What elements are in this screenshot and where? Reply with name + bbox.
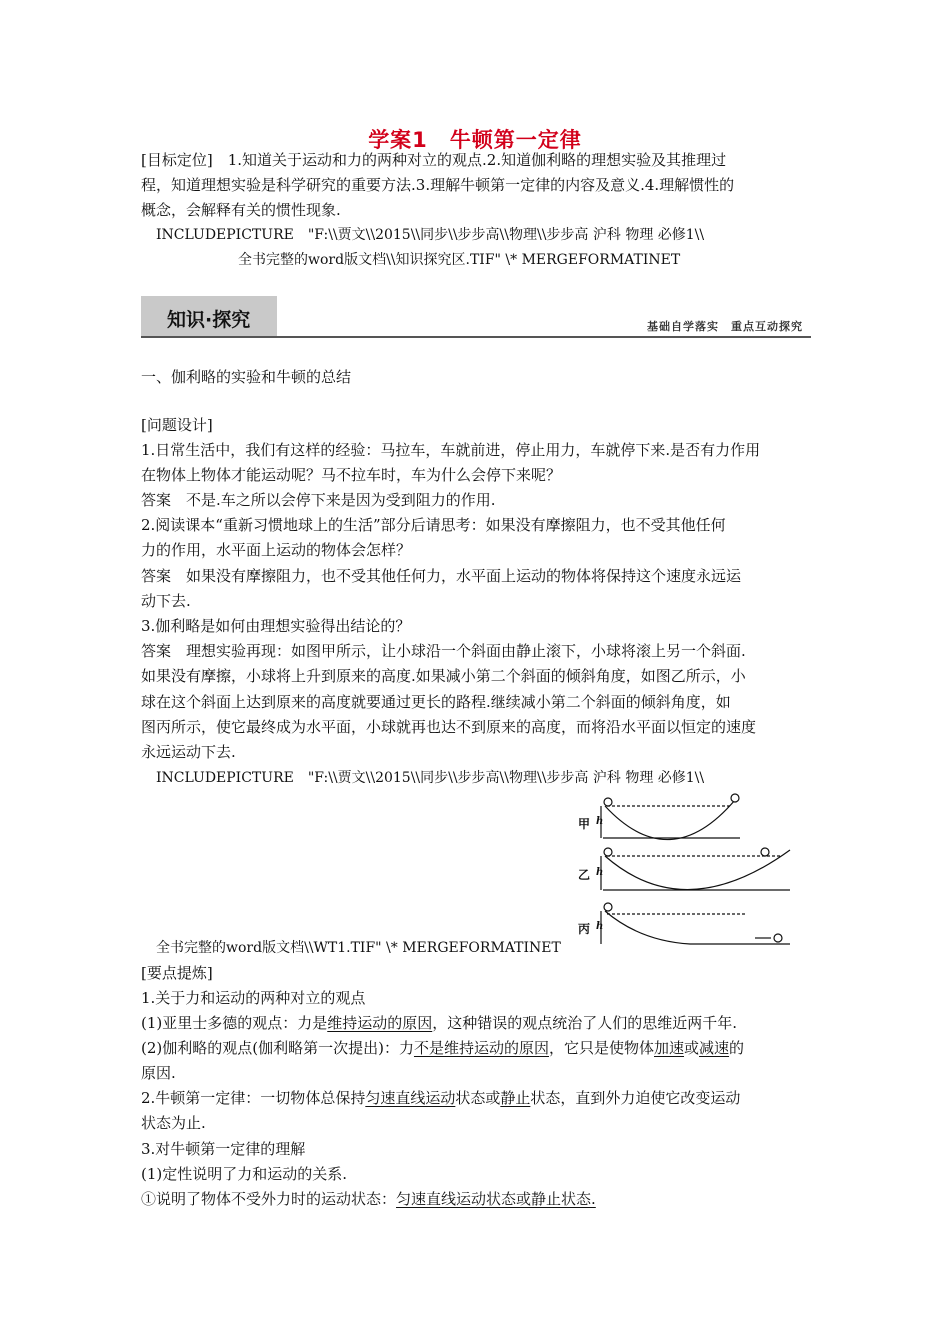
point-3-sub-1: (1)定性说明了力和运动的关系. <box>141 1165 348 1183</box>
section-band-label: 知识·探究 <box>167 309 251 331</box>
point-1-heading: 1.关于力和运动的两种对立的观点 <box>141 989 366 1007</box>
ball-c <box>604 903 612 911</box>
ideal-experiment-figure <box>575 776 795 956</box>
answer-3-line-2: 如果没有摩擦，小球将上升到原来的高度.如果减小第二个斜面的倾斜角度，如图乙所示，小 <box>141 667 746 685</box>
point-2-text-end: 状态，直到外力迫使它改变运动 <box>530 1089 741 1107</box>
point-1-b-text: (2)伽利略的观点(伽利略第一次提出)：力 <box>141 1039 414 1057</box>
problem-design-header: [问题设计] <box>141 416 213 434</box>
ball-b <box>604 848 612 856</box>
answer-3-line-1: 答案 理想实验再现：如图甲所示，让小球沿一个斜面由静止滚下，小球将滚上另一个斜面. <box>141 642 746 660</box>
ball-a-end <box>731 794 739 802</box>
height-label-b: h <box>596 867 604 878</box>
track-c <box>605 911 790 944</box>
point-1-a <box>141 1013 737 1033</box>
question-3: 3.伽利略是如何由理想实验得出结论的？ <box>141 617 411 635</box>
answer-2-line-2: 动下去. <box>141 592 191 610</box>
figure-label-a: 甲 <box>578 817 591 831</box>
figure-label-c: 丙 <box>578 922 591 936</box>
point-2-blank-2: 静止 <box>500 1089 531 1107</box>
question-1-line-1: 1.日常生活中，我们有这样的经验：马拉车，车就前进，停止用力，车就停下来.是否有力作用 <box>141 441 761 459</box>
point-3-item-1-text: ①说明了物体不受外力时的运动状态： <box>141 1190 397 1208</box>
goal-line-2: 程，知道理想实验是科学研究的重要方法.3.理解牛顿第一定律的内容及意义.4.理解惯性的 <box>141 176 735 194</box>
point-2-text: 2.牛顿第一定律：一切物体总保持 <box>141 1089 366 1107</box>
answer-1: 答案 不是.车之所以会停下来是因为受到阻力的作用. <box>141 491 496 509</box>
point-2-blank-1: 匀速直线运动 <box>365 1089 456 1107</box>
include-field-2-line-2: 全书完整的word版文档\\WT1.TIF" \* MERGEFORMATINET <box>156 940 561 956</box>
include-field-2-line-1: INCLUDEPICTURE "F:\\贾文\\2015\\同步\\步步高\\物理\\步步高 沪科 物理 必修1\\ <box>156 770 705 786</box>
point-1-b-line-2: 原因. <box>141 1064 176 1082</box>
answer-2-line-1: 答案 如果没有摩擦阻力，也不受其他任何力，水平面上运动的物体将保持这个速度永远运 <box>141 567 742 585</box>
figure-label-b: 乙 <box>578 868 591 882</box>
goal-line-3: 概念，会解释有关的惯性现象. <box>141 201 341 219</box>
point-1-b <box>141 1038 744 1058</box>
ball-c-end <box>774 934 782 942</box>
ball-a <box>604 798 612 806</box>
point-2-text-mid: 状态或 <box>455 1089 501 1107</box>
point-3-item-1 <box>141 1189 596 1209</box>
question-2-line-2: 力的作用，水平面上运动的物体会怎样？ <box>141 541 412 559</box>
height-label-c: h <box>596 921 604 932</box>
answer-3-line-4: 图丙所示，使它最终成为水平面，小球就再也达不到原来的高度，而将沿水平面以恒定的速度 <box>141 718 757 736</box>
height-label-a: h <box>596 816 604 827</box>
answer-3-line-5: 永远运动下去. <box>141 743 236 761</box>
ball-b-end <box>761 848 769 856</box>
section-heading: 一、伽利略的实验和牛顿的总结 <box>141 368 352 386</box>
goal-line-1: [目标定位] 1.知道关于运动和力的两种对立的观点.2.知道伽利略的理想实验及其推理过 <box>141 151 727 169</box>
point-2 <box>141 1088 740 1108</box>
point-1-b-blank-2: 加速 <box>654 1039 685 1057</box>
include-field-1-line-1: INCLUDEPICTURE "F:\\贾文\\2015\\同步\\步步高\\物理\\步步高 沪科 物理 必修1\\ <box>156 227 705 243</box>
section-band-subtitle: 基础自学落实 重点互动探究 <box>647 320 803 333</box>
answer-3-line-3: 球在这个斜面上达到原来的高度就要通过更长的路程.继续减小第二个斜面的倾斜角度，如 <box>141 693 731 711</box>
point-1-a-text: (1)亚里士多德的观点：力是 <box>141 1014 328 1032</box>
point-1-a-text-end: ，这种错误的观点统治了人们的思维近两千年. <box>432 1014 738 1032</box>
section-band-rule <box>141 336 811 338</box>
include-field-1-line-2: 全书完整的word版文档\\知识探究区.TIF" \* MERGEFORMATINET <box>238 252 681 268</box>
question-2-line-1: 2.阅读课本“重新习惯地球上的生活”部分后请思考：如果没有摩擦阻力，也不受其他任何 <box>141 516 726 534</box>
point-1-b-blank-3: 减速 <box>699 1039 730 1057</box>
key-points-header: [要点提炼] <box>141 964 213 982</box>
point-1-b-text-mid: ，它只是使物体 <box>548 1039 654 1057</box>
point-1-b-blank-1: 不是维持运动的原因 <box>413 1039 549 1057</box>
section-band <box>141 296 811 340</box>
point-3-item-1-blank: 匀速直线运动状态或静止状态. <box>396 1190 596 1208</box>
point-1-a-blank: 维持运动的原因 <box>327 1014 433 1032</box>
question-1-line-2: 在物体上物体才能运动呢？马不拉车时，车为什么会停下来呢？ <box>141 466 562 484</box>
point-1-b-text-end: 的 <box>729 1039 745 1057</box>
point-1-b-text-or: 或 <box>684 1039 700 1057</box>
point-2-line-2: 状态为止. <box>141 1114 206 1132</box>
page-title: 学案1 牛顿第一定律 <box>368 128 582 152</box>
point-3-heading: 3.对牛顿第一定律的理解 <box>141 1140 306 1158</box>
